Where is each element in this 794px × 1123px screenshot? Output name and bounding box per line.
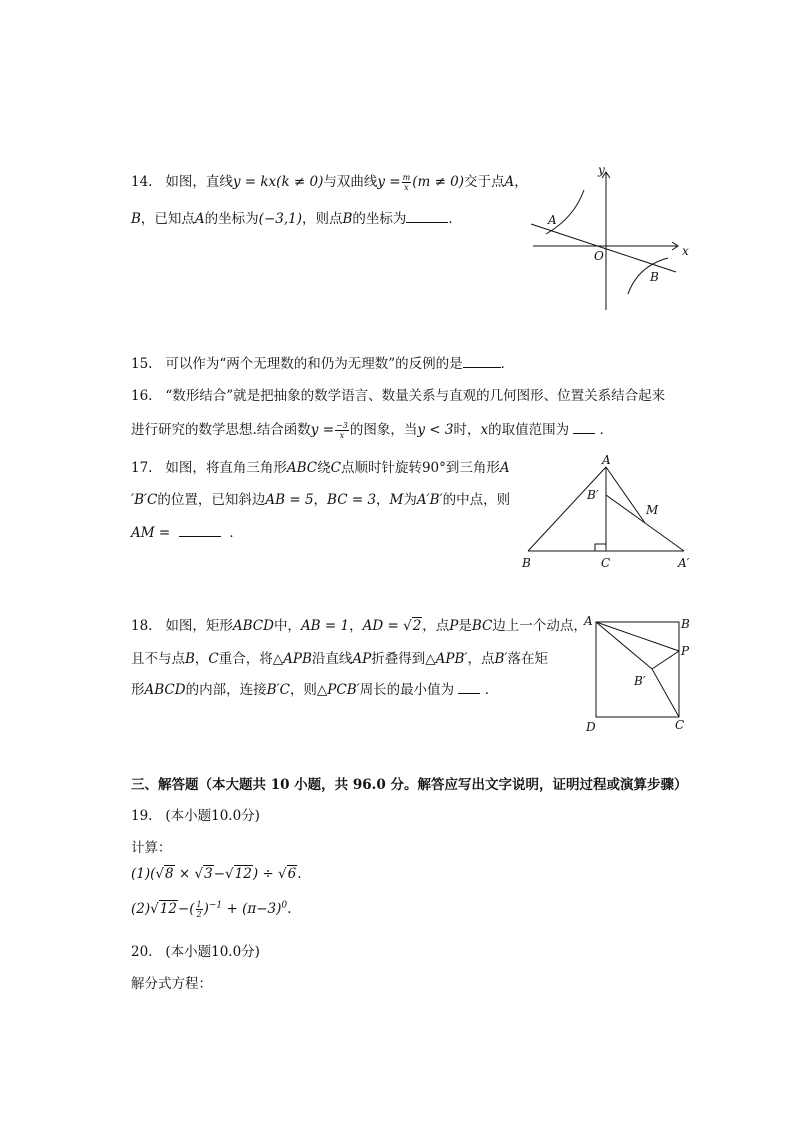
q14-fig-b: B <box>650 270 659 284</box>
q16-number: 16. <box>131 388 153 404</box>
q18-fig-d: D <box>586 720 596 734</box>
q16-line1: 16. “数形结合”就是把抽象的数学语言、数量关系与直观的几何图形、位置关系结合起来 <box>131 388 666 404</box>
q14-line2: B，已知点A的坐标为(−3,1)，则点B的坐标为 ． <box>131 211 462 227</box>
q16-answer-blank[interactable] <box>573 421 595 434</box>
q17-line2: ′B′C的位置，已知斜边AB = 5，BC = 3，M为A′B′的中点，则 <box>131 492 511 508</box>
q17-number: 17. <box>131 460 153 476</box>
section3-title: 三、解答题（本大题共 10 小题，共 96.0 分。解答应写出文字说明，证明过程或演算步骤） <box>131 777 688 793</box>
q17-line3: AM = ． <box>131 525 243 541</box>
q17-side-ab <box>528 467 606 551</box>
q18-fig-p: P <box>681 644 690 658</box>
q18-segment-bpc <box>652 669 679 717</box>
q17-right-angle-mark <box>595 544 606 551</box>
q14-number: 14. <box>131 174 153 190</box>
q15-answer-blank[interactable] <box>463 355 501 368</box>
q17-fig-m: M <box>646 503 659 517</box>
q17-fig-a: A <box>602 453 611 467</box>
q18-fig-a: A <box>584 614 593 628</box>
q16-line2: 进行研究的数学思想.结合函数y = $\frac{-3}{x}$ 的图象，当y < 3时，x的取值范围为 ． <box>131 421 614 440</box>
q19-prompt: 计算： <box>131 840 172 856</box>
q19-score: (本小题10.0分) <box>165 808 260 824</box>
q14-hyperbola-left <box>546 190 584 234</box>
q15-line: 15. 可以作为“两个无理数的和仍为无理数”的反例的是 ． <box>131 356 515 372</box>
q18-segment-ap <box>596 622 679 651</box>
q19-part1: (1)(√8 × √3−√12) ÷ √6. <box>131 866 302 882</box>
q18-sqrt2: √2 <box>403 618 422 634</box>
q18-fig-b: B <box>681 617 690 631</box>
q18-fig-bp: B′ <box>634 674 646 688</box>
q18-figure <box>578 608 698 738</box>
q18-line1: 18. 如图，矩形ABCD中，AB = 1，AD = √2，点P是BC边上一个动点， <box>131 618 587 634</box>
q19-half-fraction: $\frac{1}{2}$ <box>196 900 202 919</box>
q18-line3: 形ABCD的内部，连接B′C，则△PCB′周长的最小值为 ． <box>131 682 499 698</box>
q18-answer-blank[interactable] <box>458 681 480 694</box>
q14-point-a-coord: (−3,1) <box>258 211 302 227</box>
q19-part2: (2)√12−( $\frac{1}{2}$ )$^{-1} + (\pi-3)^0$. <box>131 900 292 919</box>
q18-line2: 且不与点B，C重合，将△APB沿直线AP折叠得到△APB′，点B′落在矩 <box>131 651 548 667</box>
q17-line1: 17. 如图，将直角三角形ABC绕C点顺时针旋转90°到三角形A <box>131 460 510 476</box>
q14-fig-a: A <box>548 213 557 227</box>
q18-segment-bpp <box>652 651 679 669</box>
q20-number: 20. <box>131 944 153 960</box>
q18-segment-abp <box>596 622 652 669</box>
q14-fig-y: y <box>598 163 605 177</box>
q17-figure <box>516 452 696 574</box>
q14-figure <box>528 160 698 315</box>
q20-header <box>131 940 260 960</box>
q14-fig-x: x <box>682 244 689 258</box>
q14-hyperbola-right <box>628 258 668 294</box>
q18-number: 18. <box>131 618 153 634</box>
q14-hyperbola-fraction: $\frac{m}{x}$ <box>402 173 411 192</box>
q17-answer-blank[interactable] <box>179 524 221 537</box>
q17-segment-am <box>606 467 645 523</box>
q14-line-kx <box>531 224 676 272</box>
q18-fig-c: C <box>675 718 685 732</box>
q20-score: (本小题10.0分) <box>165 944 260 960</box>
q14-answer-blank[interactable] <box>406 210 448 223</box>
q19-number: 19. <box>131 808 153 824</box>
q17-fig-ap: A′ <box>678 556 690 570</box>
q15-number: 15. <box>131 356 153 372</box>
q14-line1: 14. 如图，直线y = kx(k ≠ 0)与双曲线y = $\frac{m}{x}$ (m ≠ 0)交于点A， <box>131 173 528 192</box>
q19-header <box>131 804 260 824</box>
q14-line-equation: y = kx(k ≠ 0) <box>232 174 324 190</box>
q14-fig-o: O <box>594 249 604 263</box>
q16-function-fraction: $\frac{-3}{x}$ <box>336 421 348 440</box>
q17-fig-c: C <box>601 556 611 570</box>
q17-fig-bp: B′ <box>587 488 599 502</box>
q17-fig-b: B <box>522 556 531 570</box>
q20-prompt: 解分式方程： <box>131 976 212 992</box>
